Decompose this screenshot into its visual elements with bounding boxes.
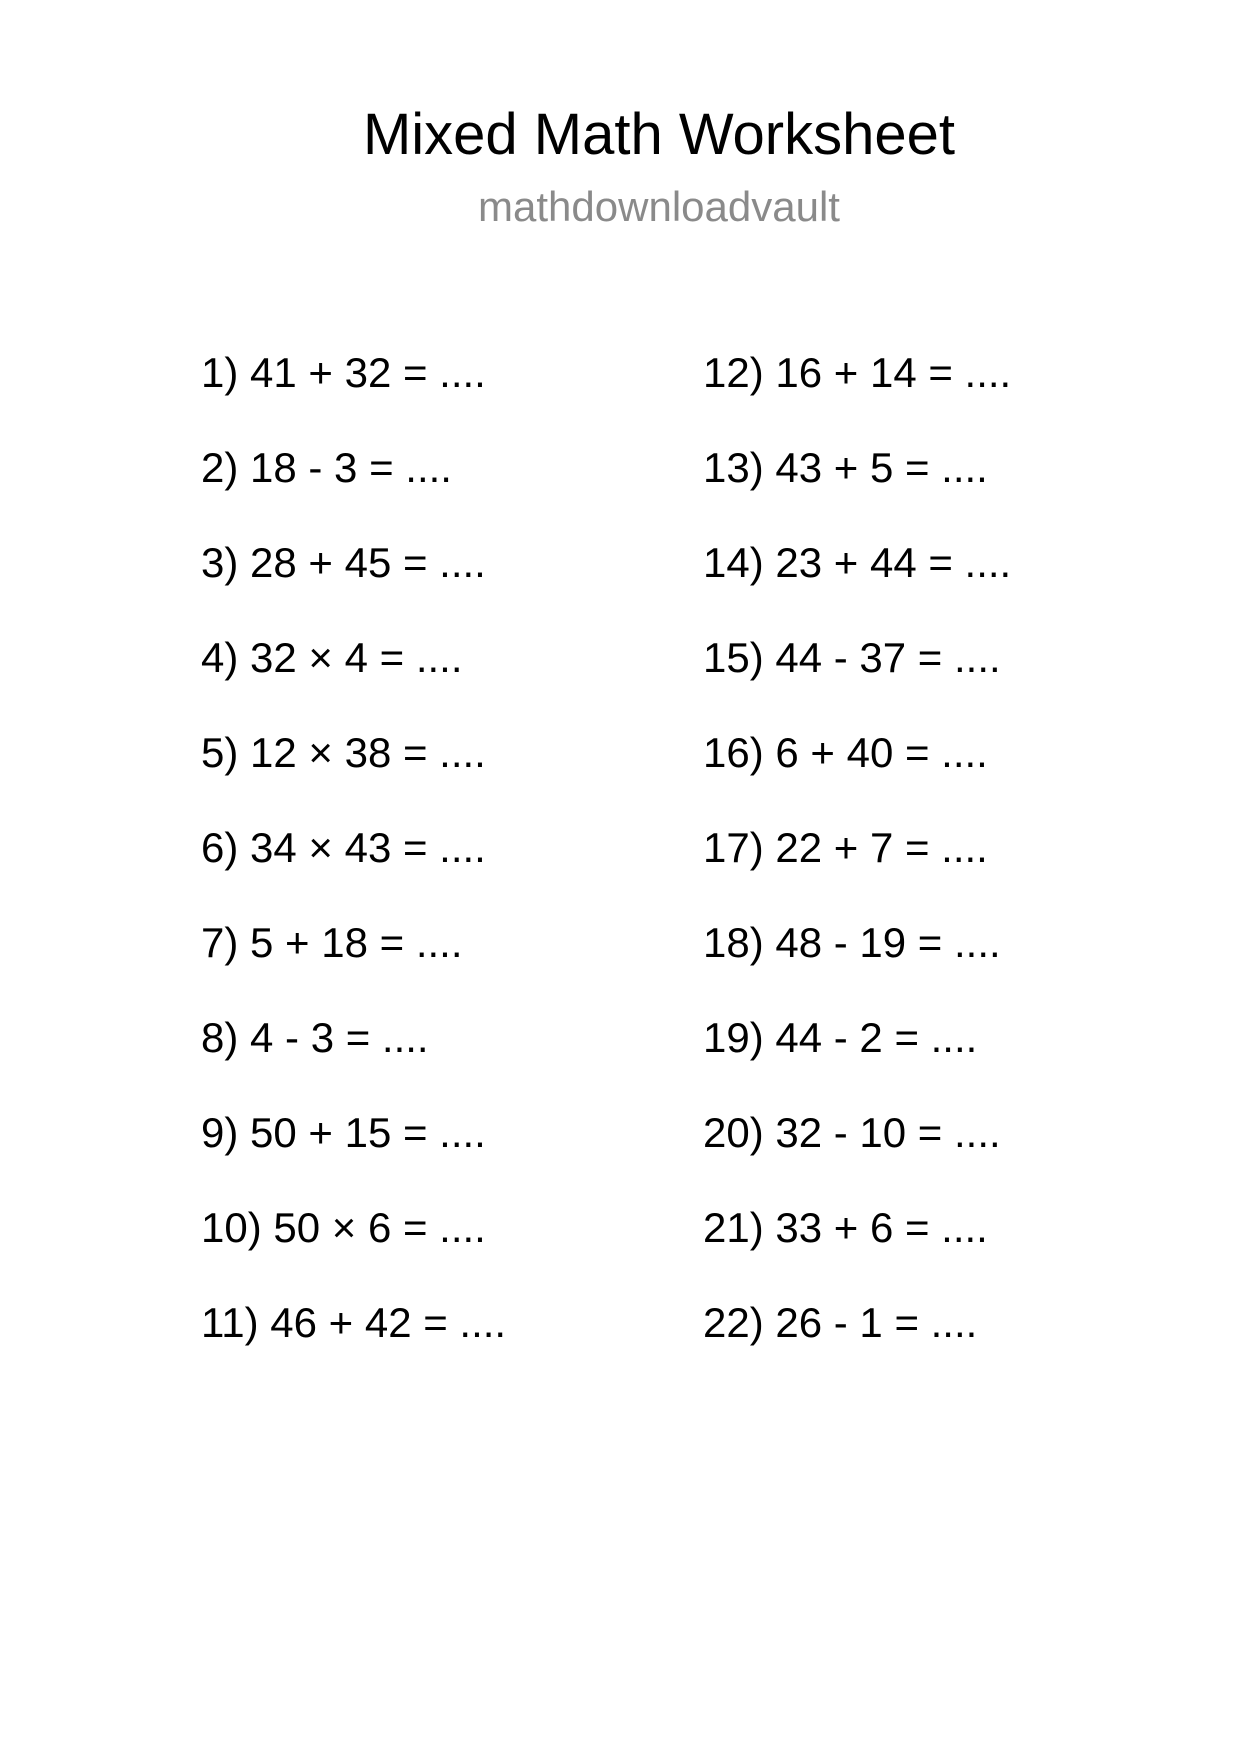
worksheet-title: Mixed Math Worksheet [362, 102, 956, 167]
problem-item: 16) 6 + 40 = .... [703, 729, 988, 776]
problem-item: 9) 50 + 15 = .... [201, 1109, 486, 1156]
worksheet-subtitle: mathdownloadvault [478, 183, 840, 230]
problem-list-right [703, 348, 1011, 1393]
problem-item: 7) 5 + 18 = .... [201, 919, 463, 966]
problem-item: 21) 33 + 6 = .... [703, 1204, 988, 1251]
problem-item: 19) 44 - 2 = .... [703, 1014, 978, 1061]
problem-item: 18) 48 - 19 = .... [703, 919, 1001, 966]
problem-item: 17) 22 + 7 = .... [703, 824, 988, 871]
problem-item: 14) 23 + 44 = .... [703, 539, 1012, 586]
problem-item: 3) 28 + 45 = .... [201, 539, 486, 586]
problem-item: 12) 16 + 14 = .... [703, 349, 1012, 396]
problem-item: 5) 12 × 38 = .... [201, 729, 486, 776]
problem-item: 6) 34 × 43 = .... [201, 824, 486, 871]
problem-item: 4) 32 × 4 = .... [201, 634, 463, 681]
problem-item: 20) 32 - 10 = .... [703, 1109, 1001, 1156]
problem-item: 11) 46 + 42 = .... [201, 1299, 507, 1346]
problem-item: 10) 50 × 6 = .... [201, 1204, 486, 1251]
problem-item: 22) 26 - 1 = .... [703, 1299, 978, 1346]
problem-item: 15) 44 - 37 = .... [703, 634, 1001, 681]
problem-item: 2) 18 - 3 = .... [201, 444, 452, 491]
problem-list-left [201, 348, 506, 1393]
problem-item: 8) 4 - 3 = .... [201, 1014, 429, 1061]
problem-item: 1) 41 + 32 = .... [201, 349, 486, 396]
problem-item: 13) 43 + 5 = .... [703, 444, 988, 491]
